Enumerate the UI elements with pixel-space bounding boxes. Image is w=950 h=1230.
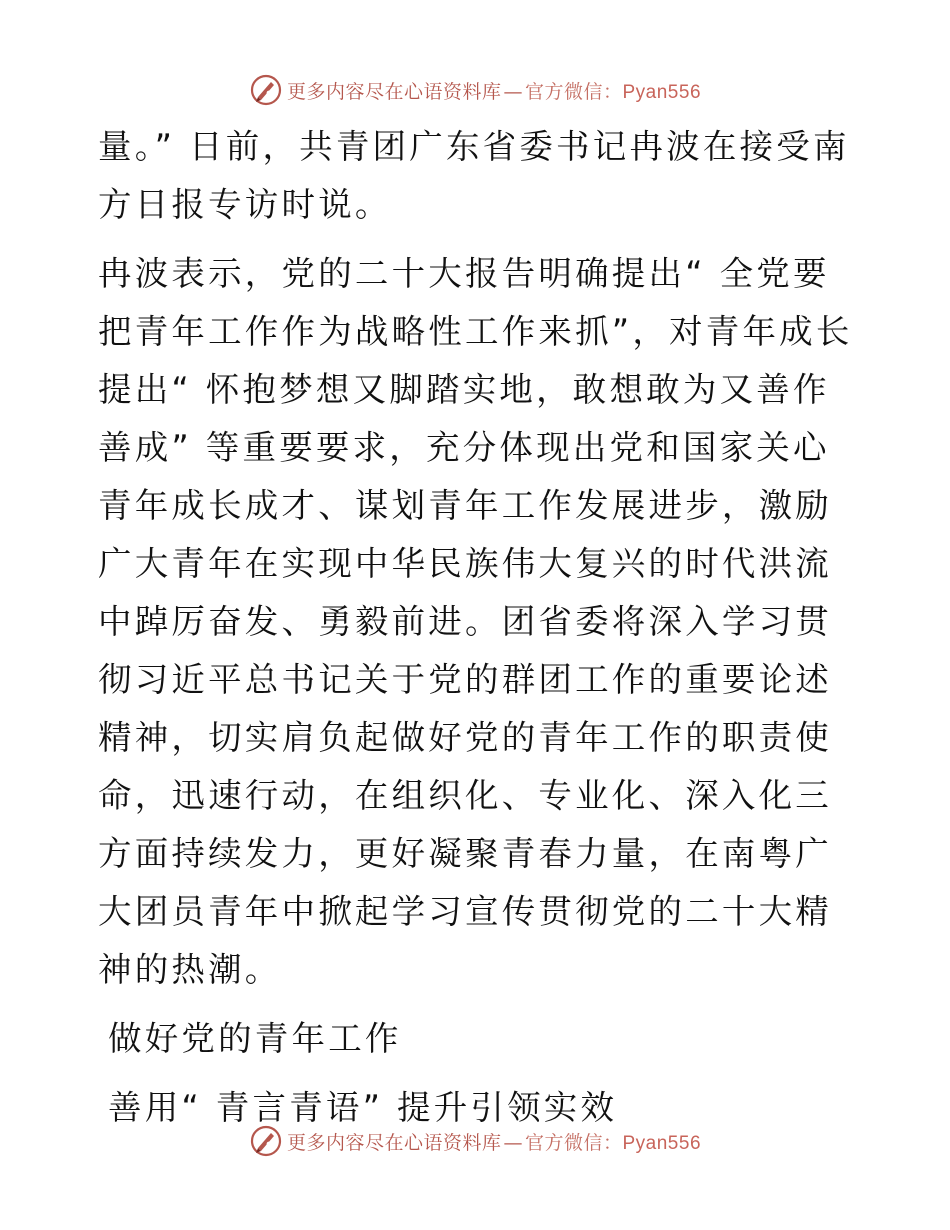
- watermark-separator: —: [503, 1131, 523, 1154]
- watermark-wechat-id: Pyan556: [622, 81, 702, 103]
- paragraph-1: 量。” 日前，共青团广东省委书记冉波在接受南方日报专访时说。: [98, 127, 850, 224]
- watermark-text: [287, 77, 701, 104]
- watermark-wechat-id: Pyan556: [622, 1132, 702, 1154]
- document-body: [98, 118, 858, 1148]
- watermark-label: 官方微信：: [524, 1131, 623, 1154]
- section-heading-2: 善用“ 青言青语” 提升引领实效: [108, 1088, 618, 1127]
- section-heading-1: 做好党的青年工作: [108, 1019, 402, 1058]
- footer-watermark: [0, 1121, 950, 1161]
- paragraph-2: 冉波表示，党的二十大报告明确提出“ 全党要把青年工作作为战略性工作来抓”，对青年成长提出“ 怀抱梦想又脚踏实地，敢想敢为又善作善成” 等重要要求，充分体现出党和国家关心青年成长成才、谋划青年工作发展进步，激励广大青年在实现中华民族伟大复兴的时代洪流中踔厉奋发、勇毅前进。团省委将深入学习贯彻习近平总书记关于党的群团工作的重要论述精神，切实肩负起做好党的青年工作的职责使命，迅速行动，在组织化、专业化、深入化三方面持续发力，更好凝聚青春力量，在南粤广大团员青年中掀起学习宣传贯彻党的二十大精神的热潮。: [98, 254, 853, 989]
- pen-circle-logo-icon: [249, 1124, 283, 1158]
- watermark-site: 更多内容尽在心语资料库: [286, 1131, 502, 1154]
- watermark-text: [287, 1128, 701, 1155]
- watermark-separator: —: [503, 80, 523, 103]
- header-watermark: [0, 70, 950, 110]
- watermark-label: 官方微信：: [524, 80, 623, 103]
- pen-circle-logo-icon: [249, 73, 283, 107]
- watermark-site: 更多内容尽在心语资料库: [286, 80, 502, 103]
